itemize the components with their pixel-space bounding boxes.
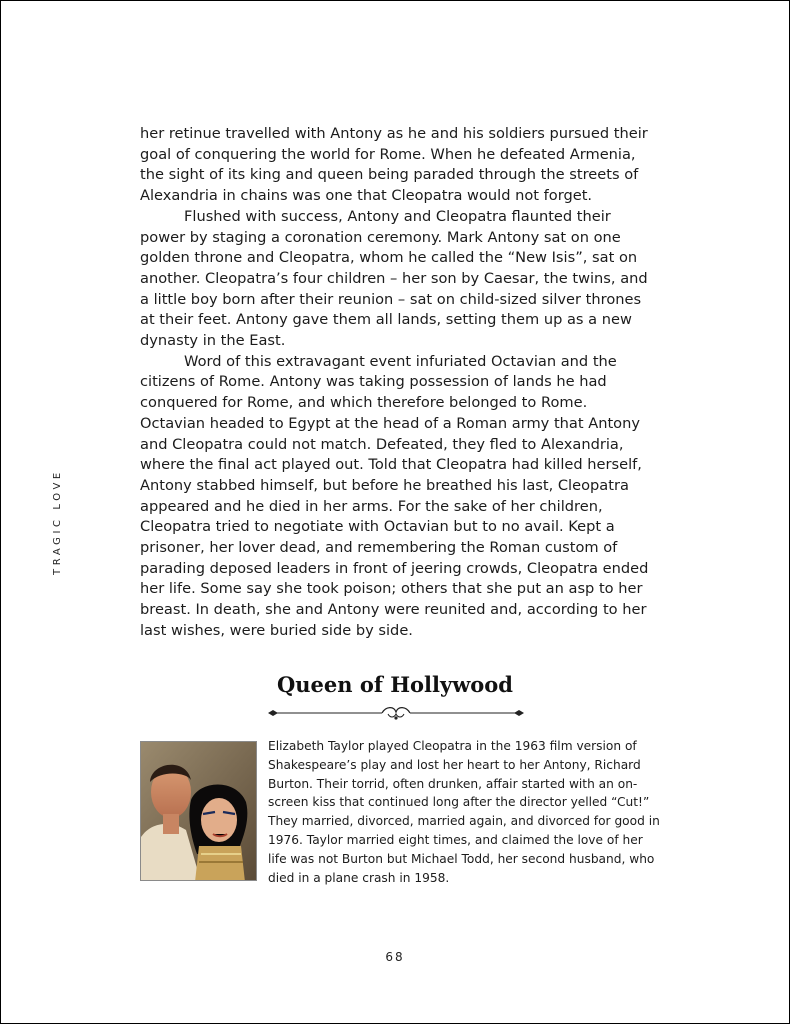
film-still-photo (140, 741, 257, 881)
sidebar-paragraph: Elizabeth Taylor played Cleopatra in the 1963 film version of Shakespeare’s play and lost her heart to her Antony, Richard Burton. Their torrid, often drunken, affair started with an on-screen kiss that continued long after the director yelled “Cut!” They married, divorced, married again, and divorced for good in 1976. Taylor married eight times, and claimed the love of her life was not Burton but Michael Todd, her second husband, who died in a plane crash in 1958. (268, 739, 660, 885)
body-paragraph: her retinue travelled with Antony as he and his soldiers pursued their goal of conquering the world for Rome. When he defeated Armenia, the sight of its king and queen being paraded through the streets of Alexandria in chains was one that Cleopatra would not forget. (140, 125, 648, 205)
page-number: 68 (385, 950, 405, 964)
sidebar-title: Queen of Hollywood (277, 672, 513, 697)
body-paragraph: Word of this extravagant event infuriated Octavian and the citizens of Rome. Antony was taking possession of lands he had conquered for Rome, and which therefore belonged to Rome. Octavian headed to Egypt at the head of a Roman army that Antony and Cleopatra could not match. Defeated, they fled to Alexandria, where the final act played out. Told that Cleopatra had killed herself, Antony stabbed himself, but before he breathed his last, Cleopatra appeared and he died in her arms. For the sake of her children, Cleopatra tried to negotiate with Octavian but to no avail. Kept a prisoner, her lover dead, and remembering the Roman custom of parading deposed leaders in front of jeering crowds, Cleopatra ended her life. Some say she took poison; others that she put an asp to her breast. In death, she and Antony were reunited and, according to her last wishes, were buried side by side. (140, 352, 649, 639)
body-paragraph: Flushed with success, Antony and Cleopatra flaunted their power by staging a coronation ceremony. Mark Antony sat on one golden throne and Cleopatra, whom he called the “New Isis”, sat on another. Cleopatra’s four children – her son by Caesar, the twins, and a little boy born after their reunion – sat on child-sized silver thrones at their feet. Antony gave them all lands, setting them up as a new dynasty in the East. (140, 207, 648, 350)
running-head: TRAGIC LOVE (52, 469, 63, 575)
flourish-divider-icon (268, 702, 524, 722)
sidebar-text (268, 737, 660, 887)
body-text (140, 124, 655, 642)
